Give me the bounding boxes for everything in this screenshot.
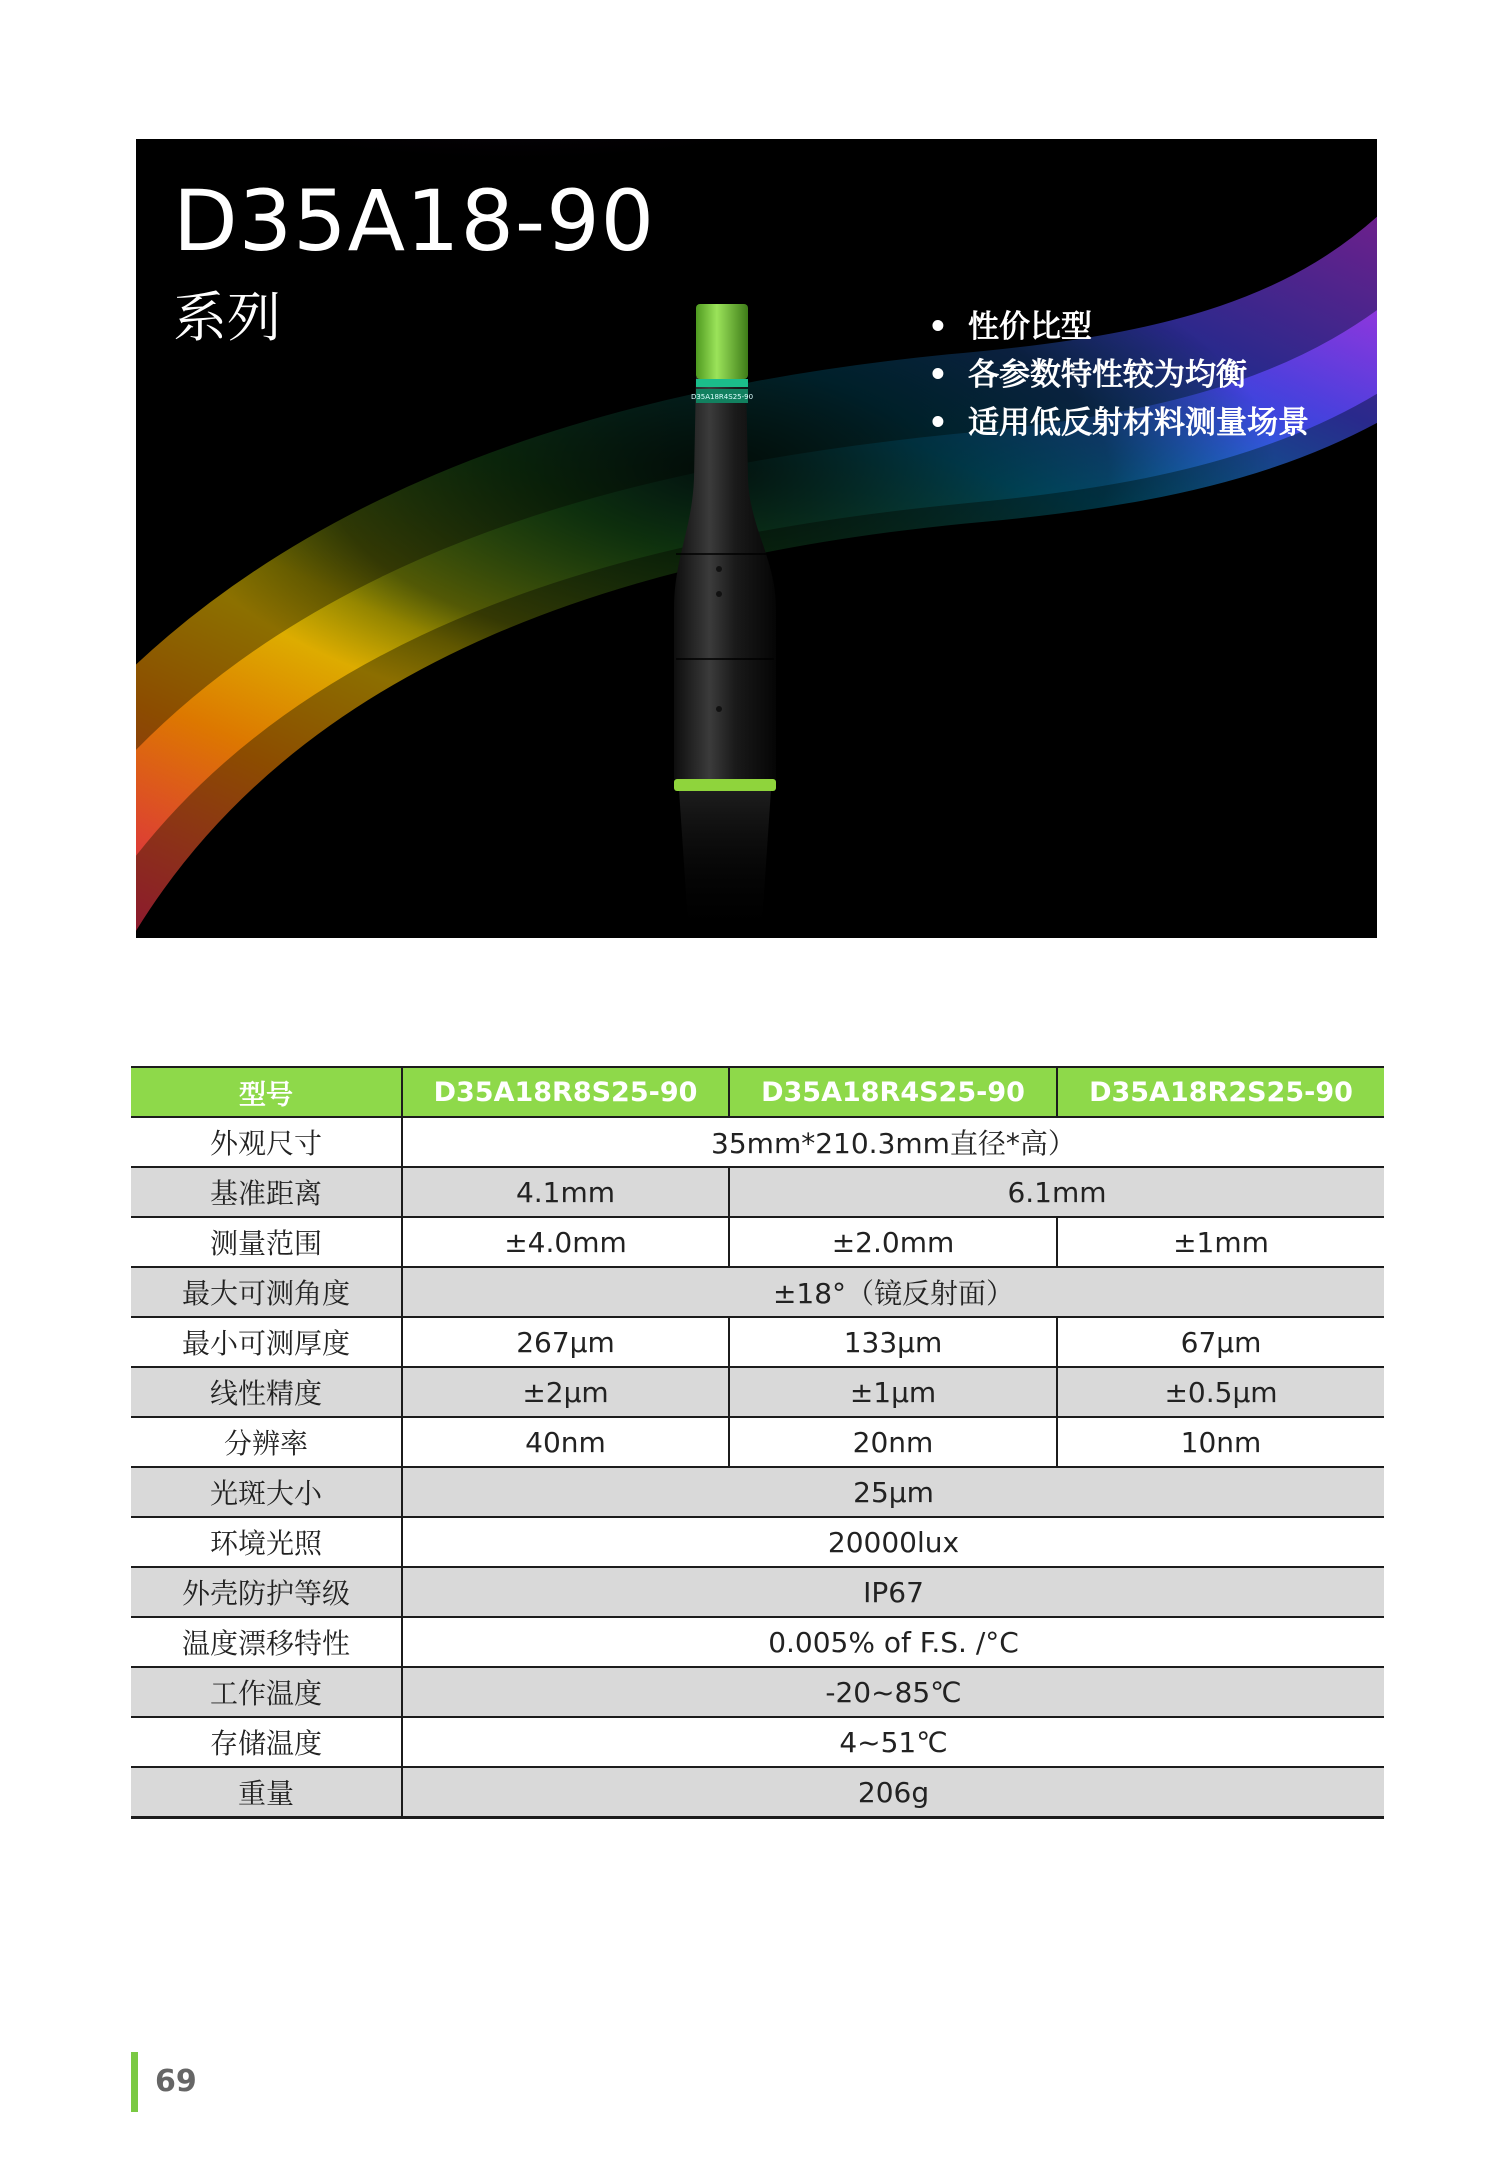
row-value: ±2.0mm bbox=[729, 1217, 1057, 1267]
feature-list bbox=[928, 303, 1309, 447]
table-row bbox=[131, 1367, 1384, 1417]
table-header-row bbox=[131, 1067, 1384, 1117]
row-label: 测量范围 bbox=[131, 1217, 402, 1267]
table-row bbox=[131, 1617, 1384, 1667]
row-value: 40nm bbox=[402, 1417, 729, 1467]
row-value: 20nm bbox=[729, 1417, 1057, 1467]
table-row bbox=[131, 1167, 1384, 1217]
header-variant-r8: D35A18R8S25-90 bbox=[402, 1067, 729, 1117]
table-row bbox=[131, 1467, 1384, 1517]
row-label: 外壳防护等级 bbox=[131, 1567, 402, 1617]
feature-item: • 性价比型 bbox=[928, 303, 1309, 351]
row-value: 4.1mm bbox=[402, 1167, 729, 1217]
header-model: 型号 bbox=[131, 1067, 402, 1117]
row-value: 6.1mm bbox=[729, 1167, 1384, 1217]
sensor-model-label: D35A18R4S25-90 bbox=[690, 393, 754, 401]
row-value: ±2μm bbox=[402, 1367, 729, 1417]
product-subtitle: 系列 bbox=[173, 286, 281, 349]
feature-item: • 各参数特性较为均衡 bbox=[928, 351, 1309, 399]
row-label: 线性精度 bbox=[131, 1367, 402, 1417]
row-value: ±18°（镜反射面） bbox=[402, 1267, 1384, 1317]
row-label: 最大可测角度 bbox=[131, 1267, 402, 1317]
row-value: 133μm bbox=[729, 1317, 1057, 1367]
row-label: 最小可测厚度 bbox=[131, 1317, 402, 1367]
row-value: 10nm bbox=[1057, 1417, 1384, 1467]
row-value: ±0.5μm bbox=[1057, 1367, 1384, 1417]
row-label: 环境光照 bbox=[131, 1517, 402, 1567]
row-value: 35mm*210.3mm直径*高） bbox=[402, 1117, 1384, 1167]
bullet-icon: • bbox=[928, 405, 948, 441]
row-label: 外观尺寸 bbox=[131, 1117, 402, 1167]
table-row bbox=[131, 1567, 1384, 1617]
bullet-icon: • bbox=[928, 357, 948, 393]
row-label: 重量 bbox=[131, 1767, 402, 1818]
row-label: 分辨率 bbox=[131, 1417, 402, 1467]
row-value: ±4.0mm bbox=[402, 1217, 729, 1267]
row-value: 25μm bbox=[402, 1467, 1384, 1517]
header-variant-r2: D35A18R2S25-90 bbox=[1057, 1067, 1384, 1117]
table-row bbox=[131, 1517, 1384, 1567]
row-value: -20~85℃ bbox=[402, 1667, 1384, 1717]
table-row bbox=[131, 1667, 1384, 1717]
feature-item: • 适用低反射材料测量场景 bbox=[928, 399, 1309, 447]
row-label: 存储温度 bbox=[131, 1717, 402, 1767]
page-number: 69 bbox=[155, 2064, 197, 2099]
table-row bbox=[131, 1317, 1384, 1367]
row-label: 基准距离 bbox=[131, 1167, 402, 1217]
row-label: 工作温度 bbox=[131, 1667, 402, 1717]
row-value: ±1μm bbox=[729, 1367, 1057, 1417]
row-label: 温度漂移特性 bbox=[131, 1617, 402, 1667]
header-variant-r4: D35A18R4S25-90 bbox=[729, 1067, 1057, 1117]
table-row bbox=[131, 1217, 1384, 1267]
table-row bbox=[131, 1767, 1384, 1818]
table-row bbox=[131, 1417, 1384, 1467]
bullet-icon: • bbox=[928, 309, 948, 345]
product-title: D35A18-90 bbox=[173, 172, 656, 270]
row-value: 20000lux bbox=[402, 1517, 1384, 1567]
sensor-cap bbox=[696, 304, 748, 379]
table-row bbox=[131, 1717, 1384, 1767]
row-value: 4~51℃ bbox=[402, 1717, 1384, 1767]
row-value: 267μm bbox=[402, 1317, 729, 1367]
row-label: 光斑大小 bbox=[131, 1467, 402, 1517]
page-number-accent bbox=[131, 2052, 138, 2112]
row-value: ±1mm bbox=[1057, 1217, 1384, 1267]
table-row bbox=[131, 1117, 1384, 1167]
hero-banner bbox=[136, 139, 1377, 938]
spec-table bbox=[131, 1066, 1384, 1819]
row-value: 0.005% of F.S. /°C bbox=[402, 1617, 1384, 1667]
row-value: IP67 bbox=[402, 1567, 1384, 1617]
table-row bbox=[131, 1267, 1384, 1317]
row-value: 206g bbox=[402, 1767, 1384, 1818]
row-value: 67μm bbox=[1057, 1317, 1384, 1367]
